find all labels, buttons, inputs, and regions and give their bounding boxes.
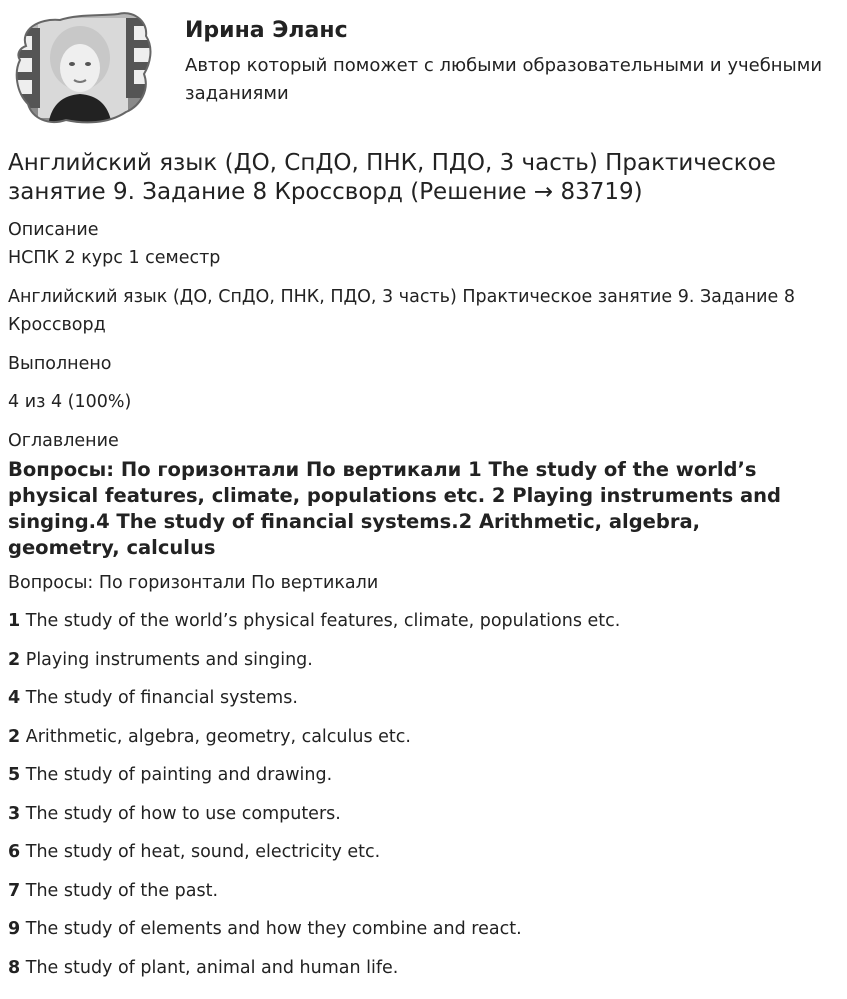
question-number: 2: [8, 727, 21, 747]
question-text: The study of the past.: [25, 881, 219, 901]
question-number: 3: [8, 804, 21, 824]
question-text: The study of how to use computers.: [25, 804, 341, 824]
question-number: 8: [8, 958, 21, 978]
question-text: The study of the world’s physical features, climate, populations etc.: [25, 611, 621, 631]
author-card: [8, 6, 839, 130]
done-label: Выполнено: [8, 354, 112, 374]
question-item: [8, 723, 839, 751]
page-title: Английский язык (ДО, СпДО, ПНК, ПДО, 3 часть) Практическое занятие 9. Задание 8 Кроссворд (Решение → 83719): [8, 150, 776, 205]
author-description: Автор который поможет с любыми образовательными и учебными заданиями: [185, 55, 823, 104]
question-item: [8, 684, 839, 712]
question-number: 7: [8, 881, 21, 901]
done-value: 4 из 4 (100%): [8, 392, 132, 412]
question-text: Arithmetic, algebra, geometry, calculus etc.: [25, 727, 411, 747]
question-number: 9: [8, 919, 21, 939]
question-item: [8, 838, 839, 866]
question-number: 1: [8, 611, 21, 631]
question-item: [8, 877, 839, 905]
question-number: 4: [8, 688, 21, 708]
question-text: The study of plant, animal and human life.: [25, 958, 399, 978]
author-avatar[interactable]: [8, 8, 158, 126]
question-number: 5: [8, 765, 21, 785]
question-item: [8, 607, 839, 635]
question-item: [8, 646, 839, 674]
work-subtitle: Английский язык (ДО, СпДО, ПНК, ПДО, 3 часть) Практическое занятие 9. Задание 8 Кроссворд: [8, 287, 795, 335]
question-number: 6: [8, 842, 21, 862]
question-item: [8, 761, 839, 789]
question-item: [8, 915, 839, 943]
questions-heading: Вопросы: По горизонтали По вертикали: [8, 573, 379, 593]
description-label: Описание: [8, 220, 99, 240]
question-number: 2: [8, 650, 21, 670]
question-text: The study of heat, sound, electricity etc.: [25, 842, 381, 862]
question-item: [8, 954, 839, 982]
question-text: The study of financial systems.: [25, 688, 298, 708]
question-text: The study of painting and drawing.: [25, 765, 333, 785]
question-item: [8, 800, 839, 828]
course-info: НСПК 2 курс 1 семестр: [8, 248, 221, 268]
toc-label: Оглавление: [8, 431, 119, 451]
question-text: Playing instruments and singing.: [25, 650, 313, 670]
toc-summary: Вопросы: По горизонтали По вертикали 1 The study of the world’s physical features, climate, populations etc. 2 Playing instruments and singing.4 The study of financial systems.2 Arithmetic, algebra, geometry, calculus: [8, 458, 781, 559]
author-name[interactable]: Ирина Эланс: [185, 18, 348, 43]
question-text: The study of elements and how they combine and react.: [25, 919, 522, 939]
